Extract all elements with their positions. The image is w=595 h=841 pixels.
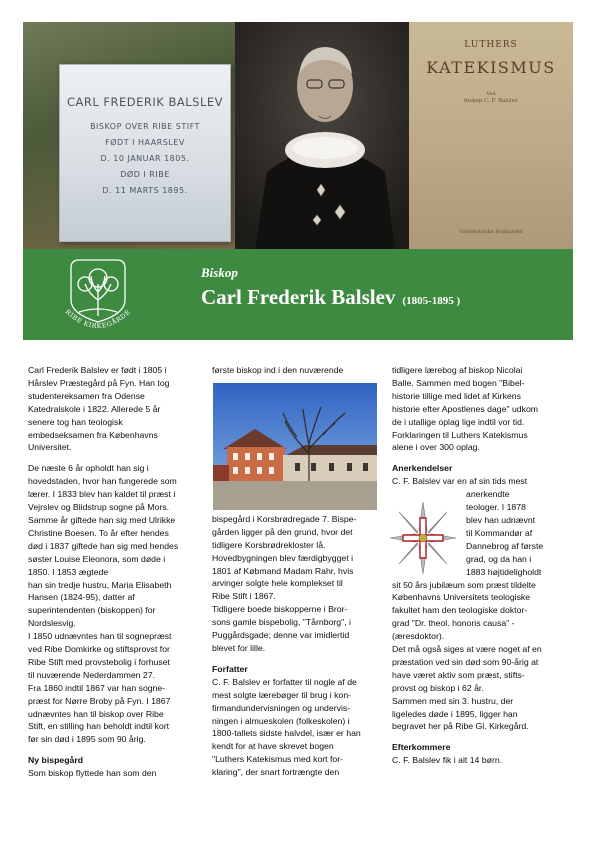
text-line: Hansen (1824-95), datter af xyxy=(28,592,135,603)
book-author: LUTHERS xyxy=(464,40,518,50)
text-line: de i utallige oplag lige indtil vor tid. xyxy=(392,416,525,427)
text-line: 1800-tallets sidste halvdel, især er han xyxy=(212,728,361,739)
gravestone-line: DØD I RIBE xyxy=(120,170,170,179)
text-line: have været aktiv som præst, stifts- xyxy=(392,669,525,680)
text-line: senere tog han teologisk xyxy=(28,416,123,427)
text-line: studentereksamen fra Odense xyxy=(28,390,145,401)
ribe-kirkegaarde-logo xyxy=(61,256,135,334)
book-byline: biskop C. F. Balslev xyxy=(463,98,518,104)
column-1 xyxy=(28,364,210,780)
paragraph-career xyxy=(28,462,210,746)
text-line: ved Ribe Domkirke og stiftsprovst for xyxy=(28,644,170,655)
paragraph-bispegaard-cont xyxy=(212,364,382,377)
paragraph-anerkendelser-rest xyxy=(392,579,570,734)
book-publisher: Gyldendalske Boghandel xyxy=(459,229,523,235)
title-line xyxy=(201,285,460,310)
text-line: præst for Nørre Broby på Fyn. I 1867 xyxy=(28,695,171,706)
text-line: (æresdoktor). xyxy=(392,631,445,642)
gravestone-line: D. 10 JANUAR 1805. xyxy=(100,154,190,163)
text-line: historie tillige med lidet af Kirkens xyxy=(392,390,521,401)
text-line: Katedralskole i 1822. Allerede 5 år xyxy=(28,403,161,414)
text-line: C. F. Balslev fik i alt 14 børn. xyxy=(392,755,503,766)
text-line: tidligere Korsbrødrekloster lå. xyxy=(212,539,326,550)
text-line: tidligere lærebog af biskop Nicolai xyxy=(392,365,523,375)
text-line: Dannebrog af første xyxy=(466,540,544,551)
heading-efterkommere: Efterkommere xyxy=(392,742,451,753)
text-line: superintendenten (biskoppen) for xyxy=(28,605,156,616)
text-line: Sammen med sin 3. hustru, der xyxy=(392,695,514,706)
text-line: søster Louise Eleonora, som døde i xyxy=(28,553,166,564)
text-line: Puggårdsgade; denne var imidlertid xyxy=(212,630,350,641)
text-line: grad, og da han i xyxy=(466,553,532,564)
text-line: gården ligger på den grund, hvor det xyxy=(212,526,353,537)
gravestone-line: D. 11 MARTS 1895. xyxy=(102,186,188,195)
paragraph-forfatter xyxy=(212,676,382,779)
dannebrog-order-medal-icon xyxy=(388,499,458,577)
text-line: alene i over 300 oplag. xyxy=(392,442,480,453)
text-line: C. F. Balslev var en af sin tids mest xyxy=(392,476,528,487)
paragraph-laerebog xyxy=(392,364,570,454)
heading-forfatter: Forfatter xyxy=(212,663,248,674)
text-line: teologer. I 1878 xyxy=(466,502,526,513)
gravestone-line: FØDT I HAARSLEV xyxy=(105,138,185,147)
text-line: 1801 af Købmand Madam Rahr, hvis xyxy=(212,565,354,576)
text-line: til nuværende Nederdammen 27. xyxy=(28,669,156,680)
text-line: klaring", der snart fortrængte den xyxy=(212,767,340,778)
text-line: De næste 6 år opholdt han sig i xyxy=(28,463,149,474)
text-line: udnævntes han til biskop over Ribe xyxy=(28,708,164,719)
bispegaard-photo xyxy=(213,383,377,510)
text-line: Som biskop flyttede han som den xyxy=(28,768,157,779)
heading-ny-bispegaard: Ny bispegård xyxy=(28,755,84,766)
paragraph-bispegaard xyxy=(212,513,382,655)
text-line: til Kommandør af xyxy=(466,527,533,538)
text-line: arvinger solgte hele komplekset til xyxy=(212,578,343,589)
text-line: Tidligere boede biskopperne i Bror- xyxy=(212,604,348,615)
text-line: Samme år giftede han sig med Ulrikke xyxy=(28,514,176,525)
text-line: præstation ved sin død som 90-årig at xyxy=(392,656,539,667)
text-line: ningen i almueskolen (folkeskolen) i xyxy=(212,715,350,726)
text-line: Carl Frederik Balslev er født i 1805 i xyxy=(28,365,167,375)
text-line: C. F. Balslev er forfatter til nogle af de xyxy=(212,676,357,687)
text-line: blev han udnævnt xyxy=(466,514,536,525)
gravestone xyxy=(59,64,231,242)
book-ved: Ved xyxy=(486,91,496,97)
text-line: Hovedbygningen blev færdigbygget i xyxy=(212,552,354,563)
text-line: Balle. Sammen med bogen "Bibel- xyxy=(392,377,525,388)
book-cover-photo xyxy=(409,22,573,249)
paragraph-efterkommere xyxy=(392,754,570,767)
text-line: Ribe Stift i 1867. xyxy=(212,591,276,602)
gravestone-name: CARL FREDERIK BALSLEV xyxy=(66,95,224,109)
text-line: Forklaringen til Luthers Katekismus xyxy=(392,429,528,440)
text-line: Københavns Universitets teologiske xyxy=(392,592,531,603)
text-line: Det må også siges at være noget af en xyxy=(392,644,542,655)
bishop-portrait-image xyxy=(235,22,409,249)
paragraph-birth xyxy=(28,364,210,454)
text-line: Nordslesvig. xyxy=(28,618,76,629)
text-line: mest solgte lærebøger til brug i kon- xyxy=(212,689,352,700)
text-line: kendt for at have skrevet bogen xyxy=(212,741,334,752)
title-kicker: Biskop xyxy=(201,265,238,280)
title-years: (1805-1895 ) xyxy=(402,295,461,307)
text-line: sit 50 års jubilæum som præst tildelte xyxy=(392,579,536,590)
text-line: blevet for lille. xyxy=(212,642,266,653)
header-photo-strip xyxy=(23,22,573,249)
logo-text: RIBE KIRKEGÅRDE xyxy=(63,307,133,331)
text-line: lærer. I 1833 blev han kaldet til præst i xyxy=(28,489,176,500)
text-line: før sin død i 1895 som 90 årig. xyxy=(28,734,146,745)
text-line: første biskop ind i den nuværende xyxy=(212,365,344,375)
book-title: KATEKISMUS xyxy=(426,58,556,77)
text-line: bispegård i Korsbrødregade 7. Bispe- xyxy=(212,513,357,524)
text-line: fakultet ham den teologiske doktor- xyxy=(392,605,528,616)
text-line: hovedstaden, hvor han fungerede som xyxy=(28,476,177,487)
gravestone-line: BISKOP OVER RIBE STIFT xyxy=(90,122,200,131)
text-line: "Luthers Katekismus med kort for- xyxy=(212,754,344,765)
text-line: Stift, en stilling han beholdt indtil kort xyxy=(28,721,170,732)
text-line: Vejrslev og Blidstrup sogne på Mors. xyxy=(28,502,170,513)
text-line: død i 1837 giftede han sig med hendes xyxy=(28,540,179,551)
text-line: Christine Boesen. To år efter hendes xyxy=(28,527,169,538)
text-line: anerkendte xyxy=(466,489,510,500)
paragraph-bispegaard-start xyxy=(28,767,210,780)
text-line: Ribe Stift med provstebolig i forhuset xyxy=(28,656,170,667)
text-line: 1850. I 1853 ægtede xyxy=(28,566,109,577)
text-line: embedseksamen fra Københavns xyxy=(28,429,158,440)
text-line: 1883 højtideligholdt xyxy=(466,566,542,577)
gravestone-photo xyxy=(23,22,235,249)
heading-anerkendelser: Anerkendelser xyxy=(392,463,453,474)
text-line: han sin tredje hustru, Maria Elisabeth xyxy=(28,579,172,590)
text-line: firmandundervisningen og undervis- xyxy=(212,702,351,713)
text-line: begravet her på Ribe Gl. Kirkegård. xyxy=(392,721,529,732)
paragraph-anerkendelser xyxy=(392,475,570,488)
text-line: sons gamle bispebolig, "Tårnborg", i xyxy=(212,617,351,628)
page-title: Carl Frederik Balslev xyxy=(201,285,396,309)
title-banner xyxy=(23,249,573,340)
text-line: Fra 1860 indtil 1867 var han sogne- xyxy=(28,682,166,693)
text-line: Hårslev Præstegård på Fyn. Han tog xyxy=(28,377,170,388)
text-line: historie efter Apostlenes dage" udkom xyxy=(392,403,539,414)
text-line: ligeledes døde i 1895, ligger han xyxy=(392,708,518,719)
portrait-photo xyxy=(235,22,409,249)
text-line: I 1850 udnævntes han til sognepræst xyxy=(28,631,172,642)
text-line: Universitet. xyxy=(28,442,72,453)
text-line: provst og biskop i 62 år. xyxy=(392,682,484,693)
text-line: grad "Dr. theol. honoris causa" - xyxy=(392,618,515,629)
